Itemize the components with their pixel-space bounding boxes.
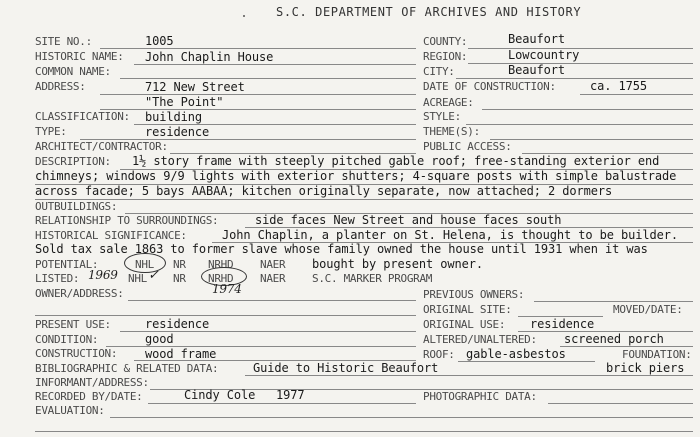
outbuildings-label: OUTBUILDINGS:	[35, 200, 118, 213]
bibliographic-label: BIBLIOGRAPHIC & RELATED DATA:	[35, 362, 219, 375]
type-value: residence	[145, 125, 210, 139]
historical-line2: Sold tax sale 1863 to former slave whose family owned the house until 1931 when it was	[35, 242, 648, 256]
historical-line1: John Chaplin, a planter on St. Helena, is thought to be builder.	[222, 228, 678, 242]
foundation-value: brick piers	[606, 361, 685, 375]
region-label: REGION:	[423, 50, 468, 63]
roof-value: gable-asbestos	[466, 347, 566, 361]
owner-address-line	[128, 300, 416, 301]
informant-label: INFORMANT/ADDRESS:	[35, 376, 149, 389]
listed-year: 1969	[88, 268, 118, 282]
classification-value: building	[145, 110, 202, 124]
public-access-label: PUBLIC ACCESS:	[423, 140, 512, 153]
region-line	[468, 63, 693, 64]
historic-name-line	[134, 64, 416, 65]
theme-line	[490, 139, 693, 140]
acreage-line	[482, 109, 693, 110]
description-line1: 1½ story frame with steeply pitched gable roof; free-standing exterior end	[132, 154, 660, 168]
photographic-data-line	[548, 403, 693, 404]
style-label: STYLE:	[423, 110, 461, 123]
original-site-label: ORIGINAL SITE:	[423, 303, 512, 316]
city-line	[456, 78, 693, 79]
relationship-value: side faces New Street and house faces south	[255, 213, 562, 227]
construction-value: wood frame	[145, 347, 217, 361]
owner-address-label: OWNER/ADDRESS:	[35, 287, 124, 300]
photographic-data-label: PHOTOGRAPHIC DATA:	[423, 390, 537, 403]
recorded-by-value: Cindy Cole	[184, 388, 256, 402]
region-value: Lowcountry	[508, 48, 580, 62]
condition-label: CONDITION:	[35, 333, 99, 346]
potential-nhl-circle	[124, 253, 166, 273]
city-label: CITY:	[423, 65, 455, 78]
card-header: S.C. DEPARTMENT OF ARCHIVES AND HISTORY	[276, 5, 582, 19]
listed-nrhd: NRHD	[208, 272, 234, 285]
moved-date-label: MOVED/DATE:	[613, 303, 683, 316]
foundation-label: FOUNDATION:	[622, 348, 692, 361]
historic-name-value: John Chaplin House	[145, 50, 274, 64]
altered-value: screened porch	[564, 332, 664, 346]
site-no-label: SITE NO.:	[35, 35, 92, 48]
potential-label: POTENTIAL:	[35, 258, 99, 271]
date-construction-label: DATE OF CONSTRUCTION:	[423, 80, 556, 93]
style-line	[466, 124, 693, 125]
county-line	[468, 48, 693, 49]
original-use-label: ORIGINAL USE:	[423, 318, 506, 331]
listed-nr: NR	[173, 272, 186, 285]
historical-line3: bought by present owner.	[312, 257, 483, 271]
classification-label: CLASSIFICATION:	[35, 110, 130, 123]
address-line2: "The Point"	[145, 95, 224, 109]
altered-label: ALTERED/UNALTERED:	[423, 333, 537, 346]
recorded-by-line	[148, 403, 416, 404]
address-line1: 712 New Street	[145, 80, 245, 94]
listed-year-nrhd: 1974	[212, 282, 242, 296]
roof-line	[458, 361, 595, 362]
listed-label: LISTED:	[35, 272, 80, 285]
previous-owners-label: PREVIOUS OWNERS:	[423, 288, 525, 301]
historic-name-label: HISTORIC NAME:	[35, 50, 124, 63]
construction-label: CONSTRUCTION:	[35, 347, 118, 360]
recorded-date-value: 1977	[276, 388, 305, 402]
relationship-label: RELATIONSHIP TO SURROUNDINGS:	[35, 214, 219, 227]
description-line3: across facade; 5 bays AABAA; kitchen originally separate, now attached; 2 dormers	[35, 184, 613, 198]
county-label: COUNTY:	[423, 35, 468, 48]
site-no-line	[100, 48, 416, 49]
listed-check-icon: ✓	[148, 268, 159, 283]
potential-naer: NAER	[260, 258, 286, 271]
architect-label: ARCHITECT/CONTRACTOR:	[35, 140, 168, 153]
potential-nhl: NHL	[135, 258, 154, 271]
present-use-value: residence	[145, 317, 210, 331]
date-construction-value: ca. 1755	[590, 79, 647, 93]
potential-nr: NR	[173, 258, 186, 271]
acreage-label: ACREAGE:	[423, 96, 474, 109]
city-value: Beaufort	[508, 63, 565, 77]
description-line2: chimneys; windows 9/9 lights with exterior shutters; 4-square posts with simple balustrade	[35, 169, 677, 183]
listed-naer: NAER	[260, 272, 286, 285]
site-no-value: 1005	[145, 34, 174, 48]
present-use-label: PRESENT USE:	[35, 318, 111, 331]
historical-significance-label: HISTORICAL SIGNIFICANCE:	[35, 229, 187, 242]
header-dot	[243, 15, 245, 17]
evaluation-line-2	[35, 431, 693, 432]
theme-label: THEME(S):	[423, 125, 480, 138]
previous-owners-line	[534, 301, 693, 302]
bibliographic-value: Guide to Historic Beaufort	[253, 361, 439, 375]
county-value: Beaufort	[508, 32, 565, 46]
common-name-line	[120, 78, 416, 79]
description-rule-3	[35, 199, 693, 200]
roof-label: ROOF:	[423, 348, 455, 361]
common-name-label: COMMON NAME:	[35, 65, 111, 78]
bibliographic-line	[245, 375, 693, 376]
date-construction-line	[580, 94, 693, 95]
recorded-by-label: RECORDED BY/DATE:	[35, 390, 143, 403]
condition-value: good	[145, 332, 174, 346]
description-label: DESCRIPTION:	[35, 155, 111, 168]
original-use-value: residence	[530, 317, 595, 331]
evaluation-label: EVALUATION:	[35, 404, 105, 417]
type-label: TYPE:	[35, 125, 67, 138]
listed-nhl: NHL	[128, 272, 147, 285]
altered-line	[560, 346, 693, 347]
owner-address-line-2	[35, 315, 416, 316]
evaluation-line	[110, 417, 693, 418]
potential-nrhd: NRHD	[208, 258, 234, 271]
address-label: ADDRESS:	[35, 80, 86, 93]
marker-program: S.C. MARKER PROGRAM	[312, 272, 433, 285]
